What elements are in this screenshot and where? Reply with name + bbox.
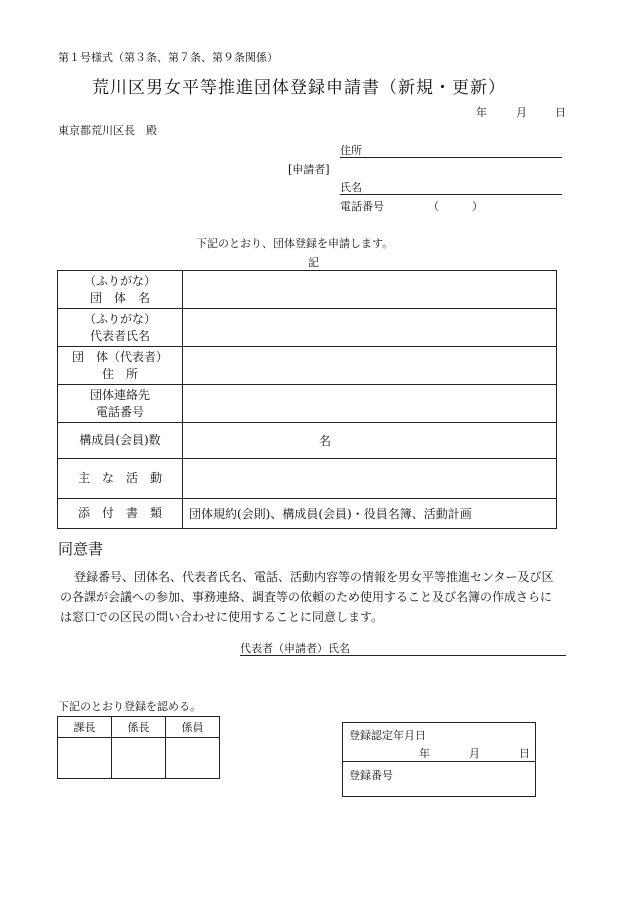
ki-marker: 記 (308, 256, 319, 269)
reg-day-label: 日 (519, 747, 530, 760)
reg-year-label: 年 (419, 747, 430, 760)
attachments-value: 団体規約(会則)、構成員(会員)・役員名簿、活動計画 (183, 499, 557, 529)
signature-label: 代表者（申請者）氏名 (240, 642, 350, 655)
addressee: 東京都荒川区長 殿 (58, 124, 157, 137)
table-row (58, 309, 557, 347)
applicant-name-label: 氏名 (340, 181, 362, 194)
attachments-label: 添 付 書 類 (58, 499, 183, 529)
signature-line[interactable] (240, 655, 566, 656)
intro-statement: 下記のとおり、団体登録を申請します。 (196, 237, 394, 250)
table-row (58, 499, 557, 529)
registration-date-label: 登録認定年月日 (349, 729, 426, 742)
row-label (58, 385, 183, 423)
consent-body: 登録番号、団体名、代表者氏名、電話、活動内容等の情報を男女平等推進センター及び区の各課が会議への参加、事務連絡、調査等の依頼のため使用すること及び名簿の作成さらには窓口での区民の問い合わせに使用することに同意します。 (60, 570, 554, 624)
applicant-address-field[interactable] (340, 142, 562, 158)
group-address-input[interactable] (183, 347, 557, 385)
stamp-box-section-chief[interactable] (58, 738, 112, 779)
applicant-label: [申請者] (288, 163, 330, 176)
table-row (58, 459, 557, 499)
row-label (58, 309, 183, 347)
applicant-phone-label: 電話番号 (340, 200, 384, 213)
table-row (58, 347, 557, 385)
table-row (58, 271, 557, 309)
representative-name-label: 代表者氏名 (89, 328, 150, 343)
applicant-phone-field[interactable]: （ ） (428, 200, 483, 213)
stamp-header-subsection-chief: 係長 (112, 717, 166, 738)
date-month-label: 月 (516, 106, 527, 119)
group-contact-label-line2: 電話番号 (95, 404, 144, 419)
group-contact-phone-input[interactable] (183, 385, 557, 423)
member-count-unit: 名 (319, 434, 332, 448)
group-address-label-line2: 住 所 (101, 366, 138, 381)
stamp-body-row (58, 738, 220, 779)
group-name-input[interactable] (183, 271, 557, 309)
stamp-header-staff: 係員 (166, 717, 220, 738)
main-activities-input[interactable] (183, 459, 557, 499)
applicant-name-field[interactable] (340, 179, 562, 195)
form-number: 第１号様式（第３条、第７条、第９条関係） (58, 51, 278, 64)
group-name-label: 団 体 名 (89, 290, 150, 305)
main-activities-label: 主 な 活 動 (58, 459, 183, 499)
date-year-label: 年 (476, 106, 487, 119)
furigana-label: （ふりがな） (83, 311, 156, 326)
table-row (58, 423, 557, 459)
date-day-label: 日 (555, 106, 566, 119)
row-label (58, 347, 183, 385)
stamp-table (57, 716, 220, 779)
registration-number-label: 登録番号 (349, 769, 393, 782)
reg-month-label: 月 (469, 747, 480, 760)
registration-date-cell[interactable] (343, 723, 535, 762)
page-title: 荒川区男女平等推進団体登録申請書（新規・更新） (92, 78, 506, 98)
member-count-label: 構成員(会員)数 (58, 423, 183, 459)
registration-box (342, 722, 536, 797)
applicant-address-label: 住所 (340, 144, 362, 157)
row-label (58, 271, 183, 309)
representative-name-input[interactable] (183, 309, 557, 347)
stamp-header-section-chief: 課長 (58, 717, 112, 738)
registration-table (57, 270, 557, 529)
furigana-label: （ふりがな） (83, 273, 156, 288)
member-count-input[interactable] (183, 423, 557, 459)
group-contact-label-line1: 団体連絡先 (89, 387, 150, 402)
stamp-box-staff[interactable] (166, 738, 220, 779)
stamp-box-subsection-chief[interactable] (112, 738, 166, 779)
approval-statement: 下記のとおり登録を認める。 (58, 700, 201, 713)
consent-heading: 同意書 (58, 540, 104, 558)
table-row (58, 385, 557, 423)
group-address-label-line1: 団 体（代表者） (71, 349, 168, 364)
stamp-header-row (58, 717, 220, 738)
